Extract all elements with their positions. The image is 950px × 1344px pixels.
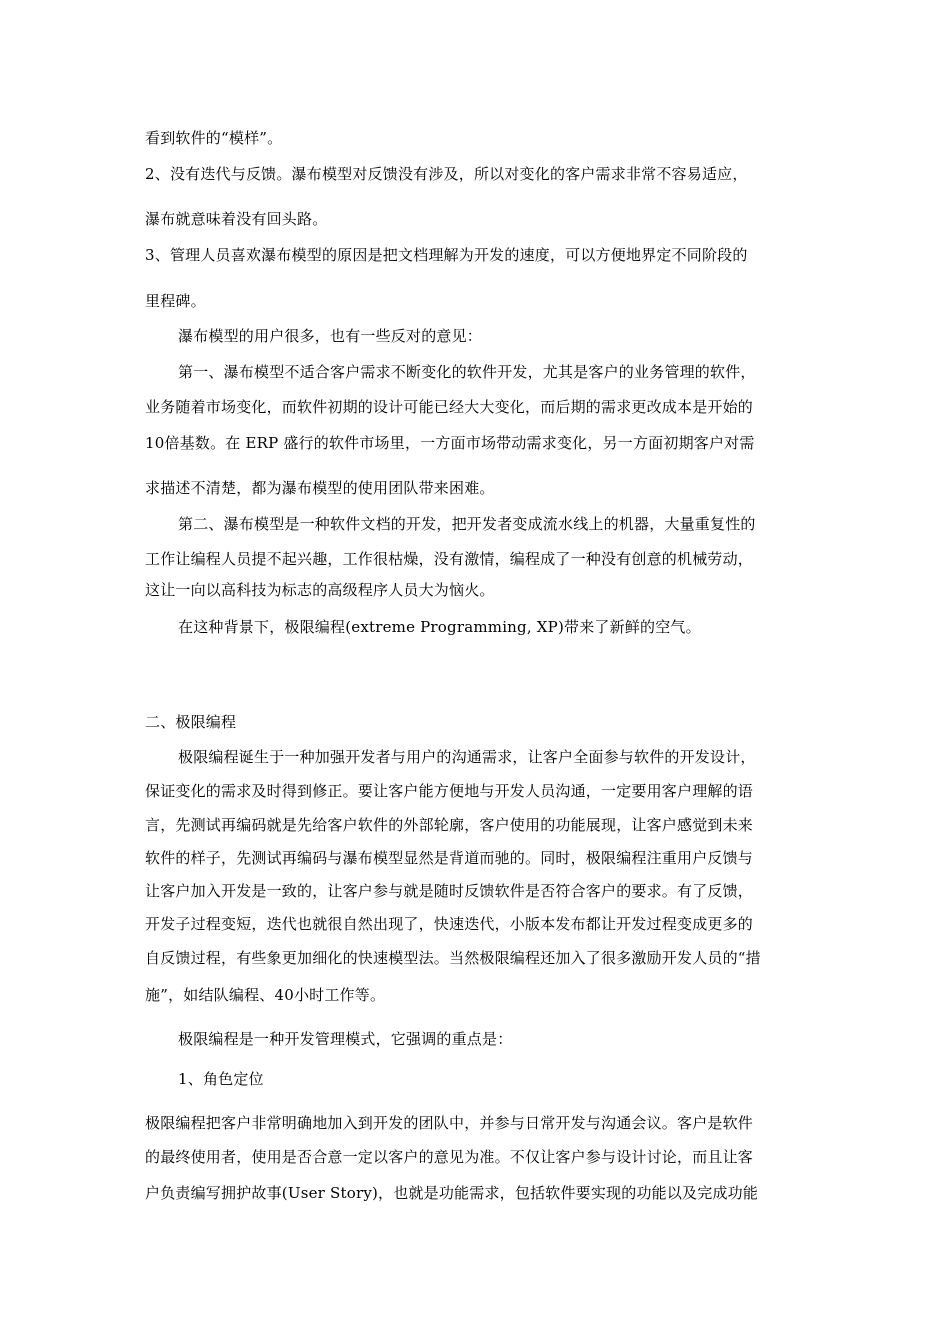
text-line: 软件的样子，先测试再编码与瀑布模型显然是背道而驰的。同时，极限编程注重用户反馈与: [145, 849, 754, 867]
text-line: 10倍基数。在 ERP 盛行的软件市场里，一方面市场带动需求变化，另一方面初期客户对需: [145, 434, 755, 452]
paragraph-start: 第一、瀑布模型不适合客户需求不断变化的软件开发，尤其是客户的业务管理的软件，: [178, 363, 756, 381]
text-line: 让客户加入开发是一致的，让客户参与就是随时反馈软件是否符合客户的要求。有了反馈，: [145, 882, 754, 900]
text-line: 户负责编写拥护故事(User Story)，也就是功能需求，包括软件要实现的功能以及完成功能: [145, 1184, 759, 1202]
text-line: 瀑布就意味着没有回头路。: [145, 210, 328, 228]
paragraph-start: 极限编程是一种开发管理模式，它强调的重点是：: [178, 1030, 513, 1048]
text-line: 里程碑。: [145, 292, 206, 310]
text-line: 保证变化的需求及时得到修正。要让客户能方便地与开发人员沟通，一定要用客户理解的语: [145, 782, 754, 800]
text-line: 求描述不清楚，都为瀑布模型的使用团队带来困难。: [145, 479, 495, 497]
text-line: 业务随着市场变化，而软件初期的设计可能已经大大变化，而后期的需求更改成本是开始的: [145, 398, 754, 416]
text-line: 看到软件的“模样”。: [145, 129, 283, 147]
paragraph-start: 瀑布模型的用户很多，也有一些反对的意见：: [178, 327, 483, 345]
paragraph-start: 第二、瀑布模型是一种软件文档的开发，把开发者变成流水线上的机器，大量重复性的: [178, 515, 756, 533]
subsection-heading: 1、角色定位: [178, 1070, 264, 1088]
text-line: 的最终使用者，使用是否合意一定以客户的意见为准。不仅让客户参与设计讨论，而且让客: [145, 1148, 754, 1166]
text-line: 自反馈过程，有些象更加细化的快速模型法。当然极限编程还加入了很多激励开发人员的“措: [145, 949, 761, 967]
text-line: 极限编程把客户非常明确地加入到开发的团队中，并参与日常开发与沟通会议。客户是软件: [145, 1114, 754, 1132]
paragraph-start: 在这种背景下，极限编程(extreme Programming, XP)带来了新鲜的空气。: [178, 618, 701, 636]
text-line: 施”，如结队编程、40小时工作等。: [145, 986, 386, 1004]
text-line: 工作让编程人员提不起兴趣，工作很枯燥，没有激情，编程成了一种没有创意的机械劳动，: [145, 550, 754, 568]
paragraph-start: 极限编程诞生于一种加强开发者与用户的沟通需求，让客户全面参与软件的开发设计，: [178, 748, 756, 766]
text-line: 3、管理人员喜欢瀑布模型的原因是把文档理解为开发的速度，可以方便地界定不同阶段的: [145, 246, 748, 264]
text-line: 2、没有迭代与反馈。瀑布模型对反馈没有涉及，所以对变化的客户需求非常不容易适应，: [145, 165, 748, 183]
section-heading: 二、极限编程: [145, 713, 237, 731]
text-line: 言，先测试再编码就是先给客户软件的外部轮廓，客户使用的功能展现，让客户感觉到未来: [145, 816, 754, 834]
text-line: 开发子过程变短，迭代也就很自然出现了，快速迭代，小版本发布都让开发过程变成更多的: [145, 915, 754, 933]
text-line: 这让一向以高科技为标志的高级程序人员大为恼火。: [145, 581, 495, 599]
